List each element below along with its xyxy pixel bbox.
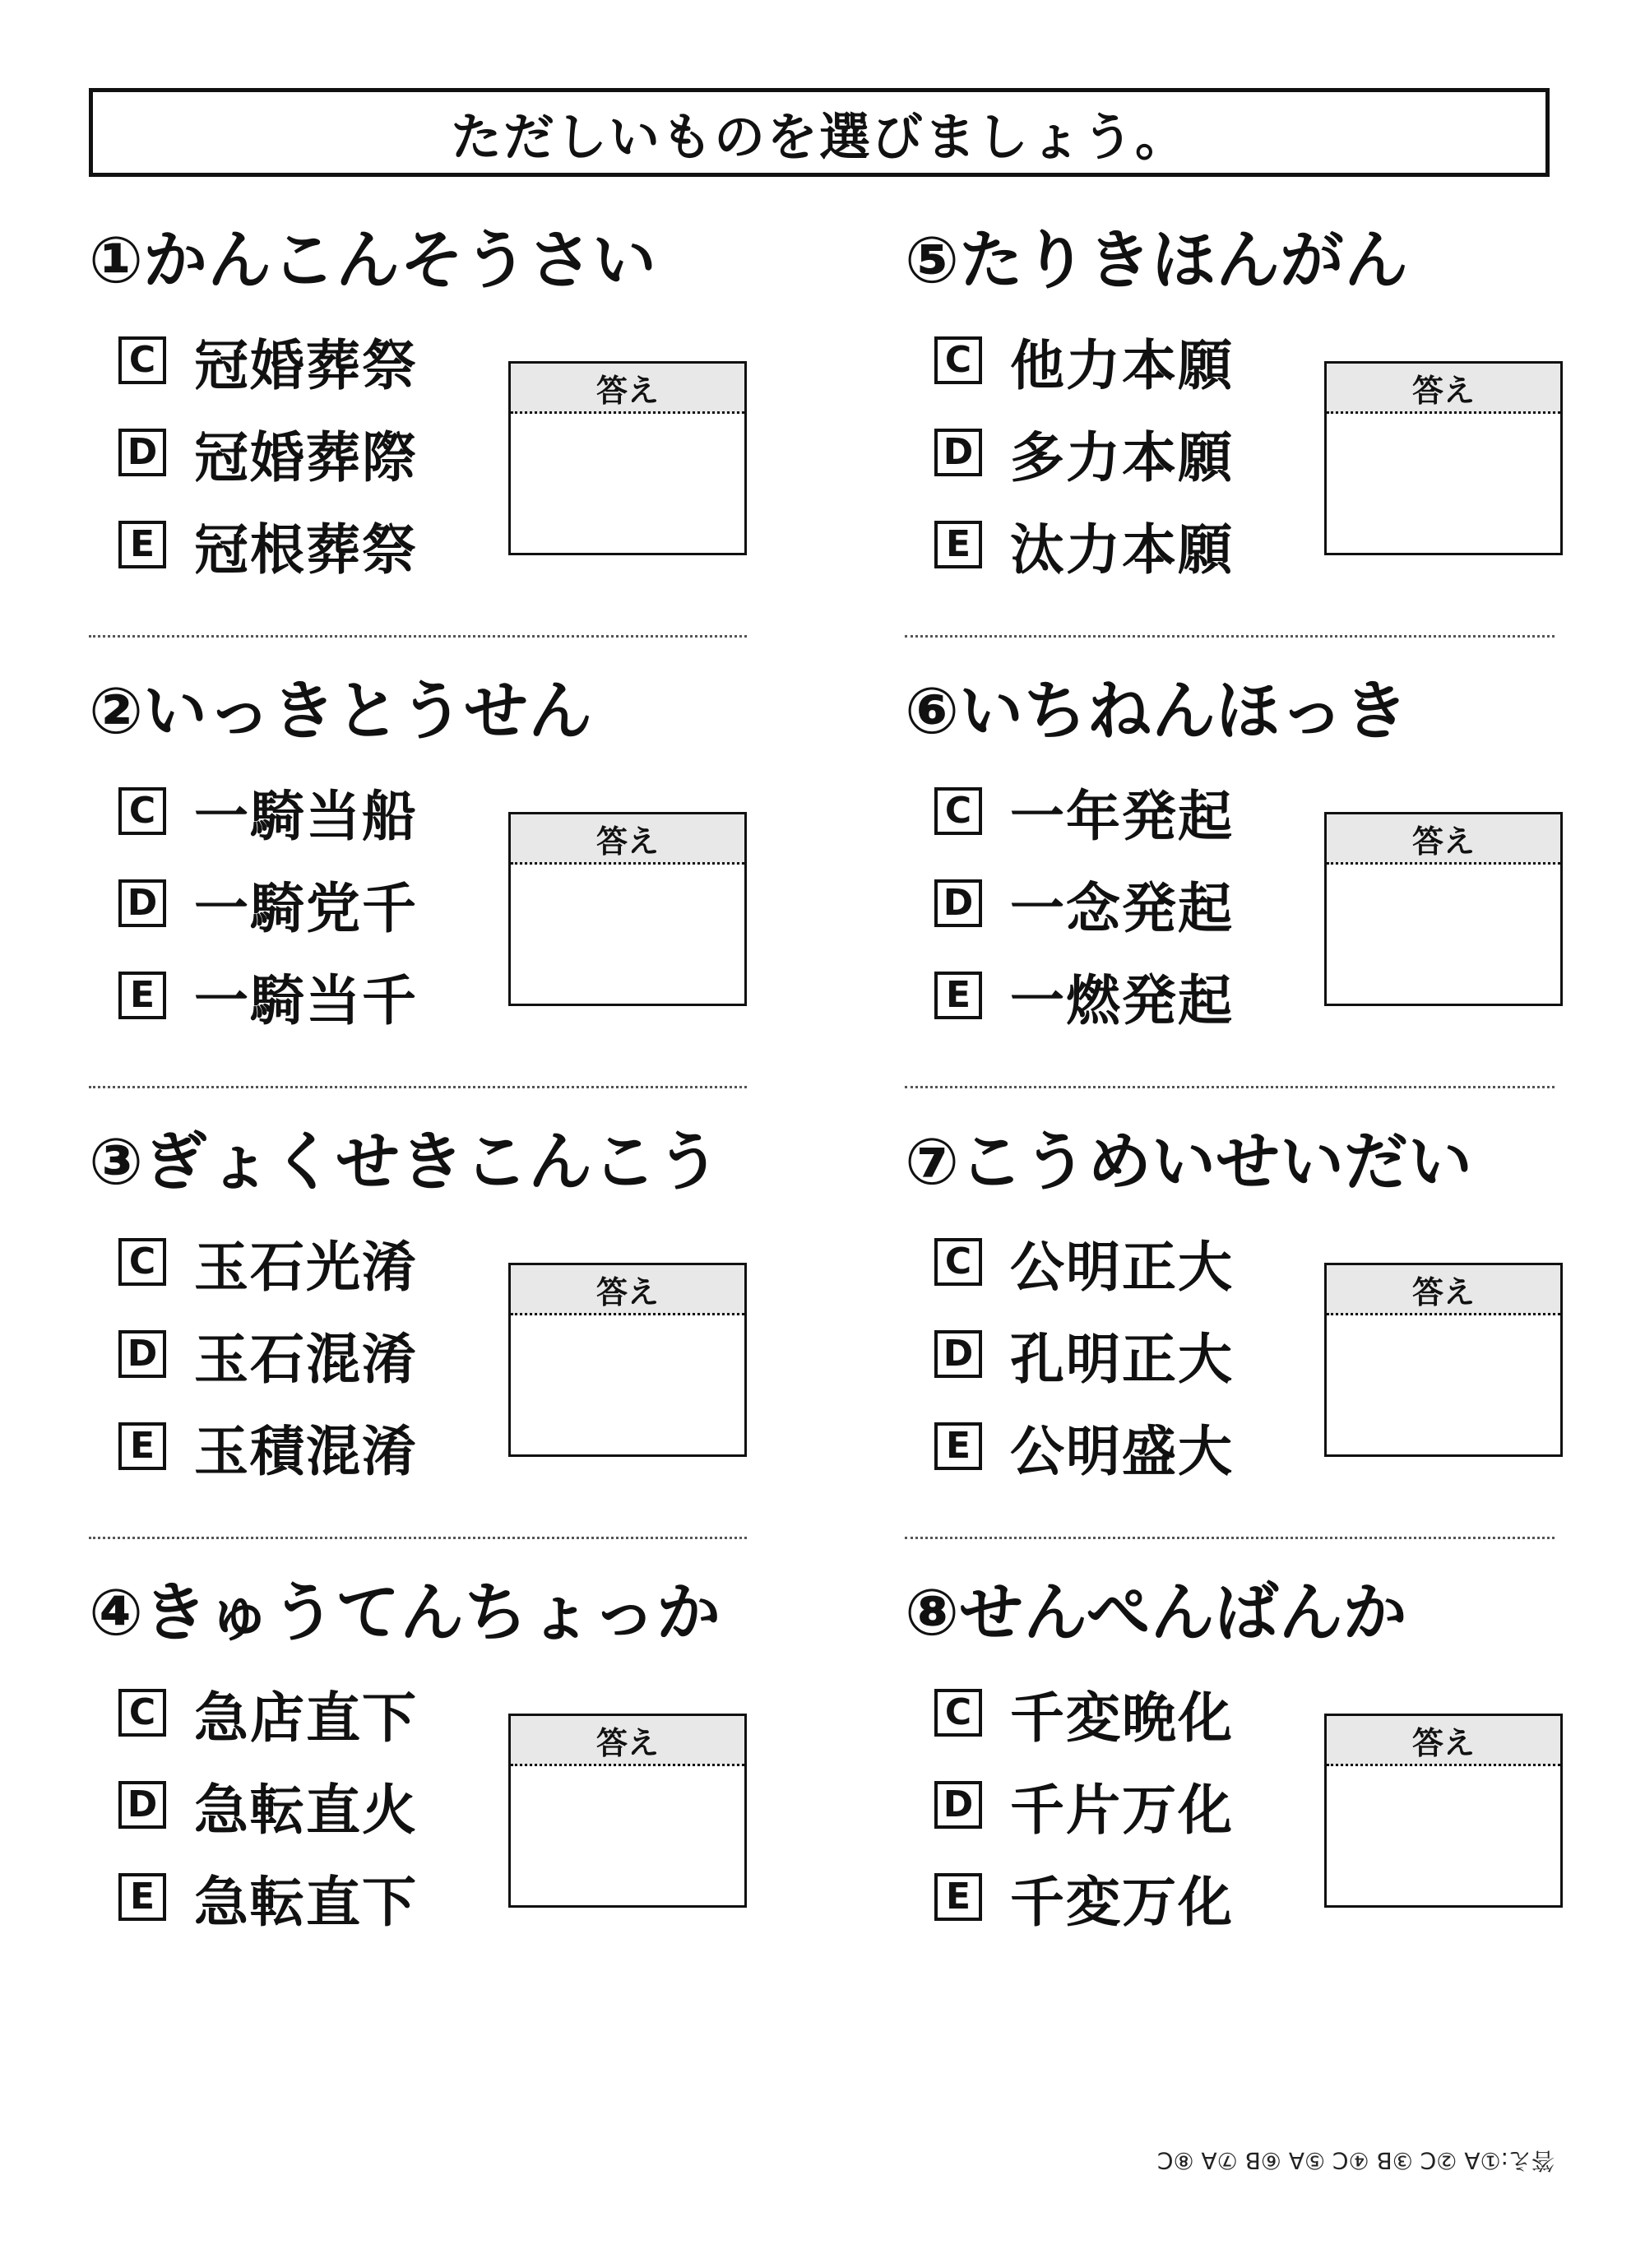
question-reading: たりきほんがん	[959, 224, 1409, 298]
option-letter: C	[118, 1689, 166, 1737]
option-text: 一騎当千	[194, 968, 418, 1032]
answer-box[interactable]	[508, 812, 747, 1006]
option-letter: E	[118, 1873, 166, 1921]
option-d[interactable]	[934, 1313, 1234, 1395]
question-reading: きゅうてんちょっか	[143, 1576, 721, 1650]
question-number: ⑥	[905, 675, 960, 749]
option-d[interactable]	[118, 411, 418, 494]
question-8	[905, 1568, 1579, 1963]
option-letter: C	[934, 1689, 982, 1737]
question-reading: ぎょくせきこんこう	[143, 1125, 721, 1199]
divider	[905, 1537, 1555, 1539]
option-text: 多力本願	[1010, 425, 1234, 489]
question-heading	[905, 1117, 1472, 1208]
option-c[interactable]	[118, 319, 418, 401]
option-text: 玉石光淆	[194, 1235, 418, 1299]
question-reading: かんこんそうさい	[143, 224, 657, 298]
question-number: ③	[89, 1125, 144, 1199]
option-letter: C	[934, 1238, 982, 1286]
question-1	[89, 216, 763, 610]
option-text: 孔明正大	[1010, 1327, 1234, 1391]
answer-box[interactable]	[1324, 1263, 1563, 1457]
question-reading: いっきとうせん	[143, 675, 593, 749]
option-letter: C	[118, 336, 166, 384]
option-c[interactable]	[934, 1221, 1234, 1303]
question-number: ⑦	[905, 1125, 960, 1199]
worksheet-title: ただしいものを選びましょう。	[89, 88, 1550, 177]
option-text: 他力本願	[1010, 333, 1234, 397]
question-number: ②	[89, 675, 144, 749]
option-letter: D	[118, 429, 166, 476]
option-c[interactable]	[934, 770, 1234, 852]
option-text: 汰力本願	[1010, 517, 1234, 582]
question-2	[89, 666, 763, 1061]
option-text: 千片万化	[1010, 1778, 1234, 1842]
option-text: 一燃発起	[1010, 968, 1234, 1032]
question-number: ①	[89, 224, 144, 298]
option-letter: D	[118, 1330, 166, 1378]
option-letter: E	[118, 972, 166, 1019]
question-heading	[905, 666, 1408, 757]
option-text: 急転直火	[194, 1778, 418, 1842]
answer-label: 答え	[1327, 1716, 1560, 1766]
option-letter: E	[934, 521, 982, 568]
option-text: 一年発起	[1010, 784, 1234, 848]
option-letter: E	[934, 1422, 982, 1470]
question-number: ⑤	[905, 224, 960, 298]
answer-label: 答え	[511, 1716, 744, 1766]
question-heading	[89, 666, 592, 757]
question-6	[905, 666, 1579, 1061]
option-d[interactable]	[118, 862, 418, 944]
question-reading: いちねんほっき	[959, 675, 1409, 749]
question-heading	[89, 216, 656, 306]
option-c[interactable]	[118, 1672, 418, 1754]
option-text: 急転直下	[194, 1870, 418, 1934]
option-d[interactable]	[118, 1764, 418, 1846]
question-number: ⑧	[905, 1576, 960, 1650]
option-text: 千変万化	[1010, 1870, 1234, 1934]
option-e[interactable]	[934, 1405, 1234, 1487]
option-text: 冠婚葬祭	[194, 333, 418, 397]
answer-label: 答え	[511, 1265, 744, 1315]
option-letter: C	[118, 1238, 166, 1286]
option-text: 千変晩化	[1010, 1686, 1234, 1750]
divider	[89, 1537, 747, 1539]
answer-box[interactable]	[508, 361, 747, 555]
option-letter: D	[934, 1781, 982, 1829]
answer-box[interactable]	[1324, 1714, 1563, 1908]
option-e[interactable]	[934, 1856, 1234, 1938]
option-letter: D	[118, 879, 166, 927]
option-letter: C	[934, 787, 982, 835]
question-reading: せんぺんばんか	[959, 1576, 1407, 1650]
option-letter: D	[934, 429, 982, 476]
question-heading	[89, 1117, 721, 1208]
option-letter: E	[118, 1422, 166, 1470]
answer-box[interactable]	[508, 1263, 747, 1457]
answer-box[interactable]	[1324, 812, 1563, 1006]
answer-label: 答え	[511, 814, 744, 865]
divider	[905, 635, 1555, 638]
answer-label: 答え	[1327, 814, 1560, 865]
option-d[interactable]	[934, 1764, 1234, 1846]
option-e[interactable]	[118, 1856, 418, 1938]
option-letter: E	[934, 972, 982, 1019]
option-e[interactable]	[118, 503, 418, 586]
answer-label: 答え	[1327, 364, 1560, 414]
option-text: 玉積混淆	[194, 1419, 418, 1483]
option-letter: C	[934, 336, 982, 384]
option-letter: D	[934, 879, 982, 927]
option-e[interactable]	[934, 954, 1234, 1037]
question-5	[905, 216, 1579, 610]
option-text: 急店直下	[194, 1686, 418, 1750]
divider	[89, 635, 747, 638]
option-c[interactable]	[934, 319, 1234, 401]
answer-key: 答え:①A ②C ③B ④C ⑤A ⑥B ⑦A ⑧C	[1156, 2147, 1555, 2174]
option-c[interactable]	[118, 1221, 418, 1303]
option-d[interactable]	[934, 862, 1234, 944]
option-text: 公明盛大	[1010, 1419, 1234, 1483]
question-heading	[905, 1568, 1407, 1658]
option-c[interactable]	[934, 1672, 1234, 1754]
question-3	[89, 1117, 763, 1512]
option-text: 一騎党千	[194, 876, 418, 940]
answer-label: 答え	[1327, 1265, 1560, 1315]
option-text: 冠根葬祭	[194, 517, 418, 582]
option-d[interactable]	[118, 1313, 418, 1395]
option-text: 一騎当船	[194, 784, 418, 848]
question-reading: こうめいせいだい	[959, 1125, 1473, 1199]
divider	[905, 1086, 1555, 1088]
question-number: ④	[89, 1576, 144, 1650]
option-letter: D	[934, 1330, 982, 1378]
option-e[interactable]	[934, 503, 1234, 586]
option-letter: D	[118, 1781, 166, 1829]
option-c[interactable]	[118, 770, 418, 852]
option-letter: E	[118, 521, 166, 568]
divider	[89, 1086, 747, 1088]
question-4	[89, 1568, 763, 1963]
option-d[interactable]	[934, 411, 1234, 494]
option-letter: E	[934, 1873, 982, 1921]
option-text: 公明正大	[1010, 1235, 1234, 1299]
option-e[interactable]	[118, 954, 418, 1037]
answer-label: 答え	[511, 364, 744, 414]
option-text: 一念発起	[1010, 876, 1234, 940]
option-text: 冠婚葬際	[194, 425, 418, 489]
answer-box[interactable]	[1324, 361, 1563, 555]
question-heading	[905, 216, 1408, 306]
answer-box[interactable]	[508, 1714, 747, 1908]
question-heading	[89, 1568, 721, 1658]
option-e[interactable]	[118, 1405, 418, 1487]
option-letter: C	[118, 787, 166, 835]
question-7	[905, 1117, 1579, 1512]
option-text: 玉石混淆	[194, 1327, 418, 1391]
